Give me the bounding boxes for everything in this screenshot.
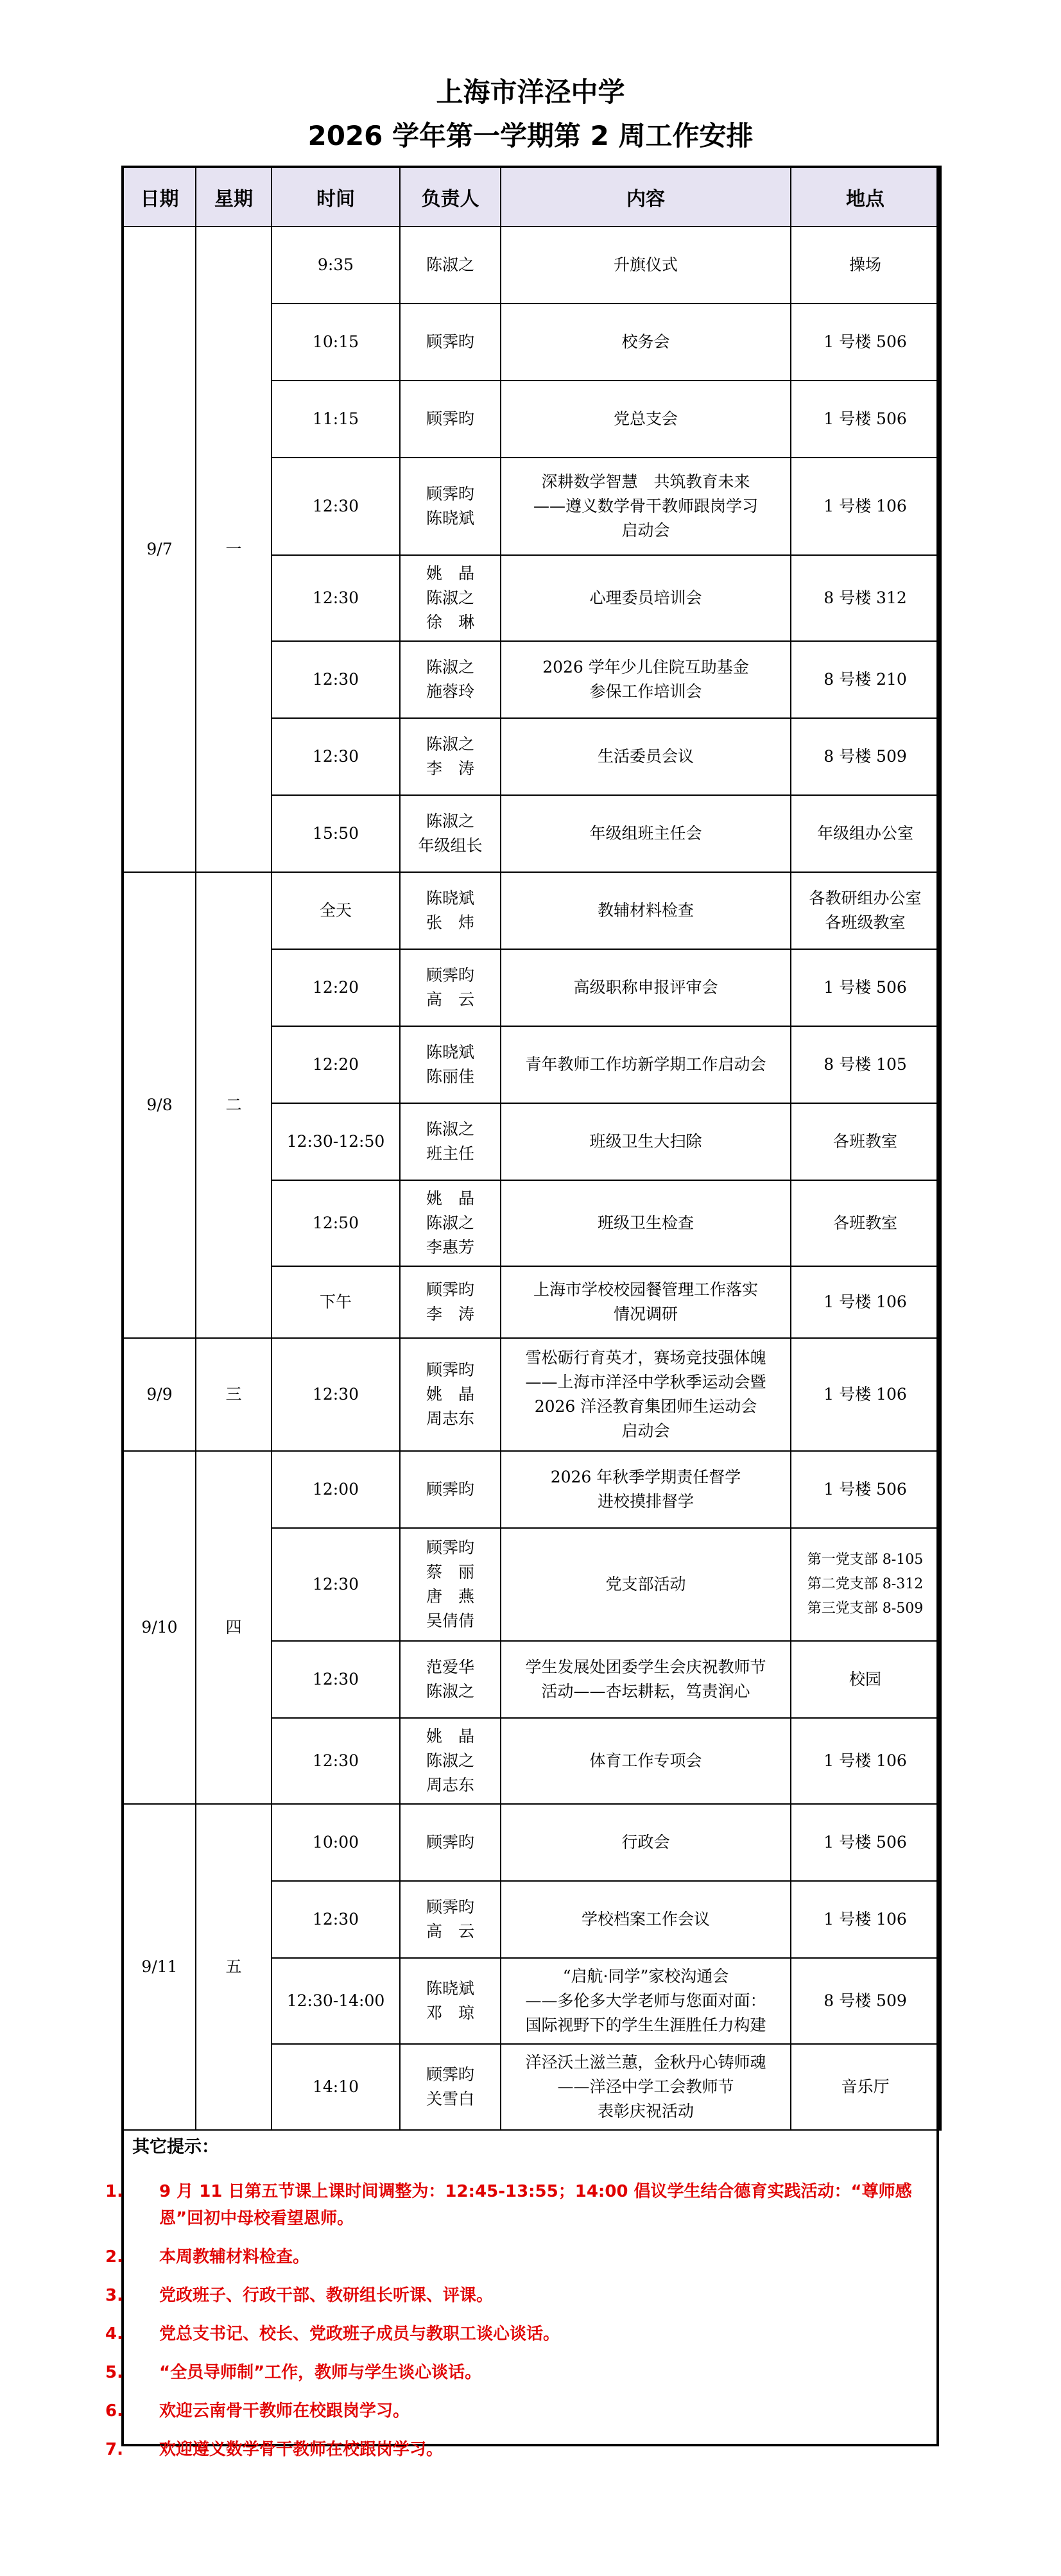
owner-cell-line: 顾霁昀 xyxy=(426,332,474,351)
weekday-cell: 三 xyxy=(196,1338,272,1451)
owner-cell-line: 李 涛 xyxy=(426,1305,474,1323)
place-cell-line: 1 号楼 506 xyxy=(824,409,907,428)
content-cell-line: 进校摸排督学 xyxy=(597,1492,694,1511)
owner-cell-line: 顾霁昀 xyxy=(426,1898,474,1916)
owner-cell-line: 范爱华 xyxy=(426,1658,474,1676)
time-cell: 下午 xyxy=(272,1266,400,1338)
note-text: 欢迎云南骨干教师在校跟岗学习。 xyxy=(159,2401,410,2421)
owner-cell-line: 周志东 xyxy=(426,1776,474,1794)
place-cell-line: 操场 xyxy=(849,255,881,274)
note-number: 2. xyxy=(105,2247,123,2267)
owner-cell-line: 周志东 xyxy=(426,1409,474,1428)
schedule-title: 2026 学年第一学期第 2 周工作安排 xyxy=(307,120,754,151)
time-cell: 12:30 xyxy=(272,458,400,555)
time-cell: 12:30 xyxy=(272,1338,400,1451)
owner-cell-line: 年级组长 xyxy=(418,836,483,855)
time-cell: 14:10 xyxy=(272,2044,400,2130)
date-cell: 9/11 xyxy=(123,1804,196,2130)
time-cell: 11:15 xyxy=(272,381,400,458)
content-cell-line: 心理委员培训会 xyxy=(589,588,702,607)
owner-cell-line: 姚 晶 xyxy=(426,1727,474,1746)
content-cell-line: 生活委员会议 xyxy=(597,747,694,766)
content-cell-line: 上海市学校校园餐管理工作落实 xyxy=(533,1280,758,1299)
place-cell-line: 1 号楼 106 xyxy=(824,497,907,515)
time-cell: 12:30 xyxy=(272,1881,400,1958)
place-cell-line: 8 号楼 509 xyxy=(824,747,907,766)
owner-cell-line: 陈晓斌 xyxy=(426,889,474,907)
school-title: 上海市洋泾中学 xyxy=(436,76,625,108)
time-cell: 9:35 xyxy=(272,227,400,304)
time-cell: 12:30-14:00 xyxy=(272,1958,400,2044)
place-cell-line: 1 号楼 106 xyxy=(824,1292,907,1311)
header-content: 内容 xyxy=(501,167,791,227)
time-cell: 12:50 xyxy=(272,1180,400,1266)
time-cell: 全天 xyxy=(272,872,400,949)
owner-cell-line: 高 云 xyxy=(426,1922,474,1941)
note-number: 7. xyxy=(105,2440,123,2459)
owner-cell-line: 吴倩倩 xyxy=(426,1611,474,1630)
note-text: 9 月 11 日第五节课上课时间调整为：12:45-13:55；14:00 倡议学生结合德育实践活动：“尊师感恩”回初中母校看望恩师。 xyxy=(159,2182,912,2228)
content-cell-line: 教辅材料检查 xyxy=(597,901,694,920)
content-cell-line: ——上海市洋泾中学秋季运动会暨 xyxy=(525,1373,766,1391)
date-cell: 9/7 xyxy=(123,227,196,872)
content-cell-line: “启航·同学”家校沟通会 xyxy=(562,1967,729,1986)
note-text: 党总支书记、校长、党政班子成员与教职工谈心谈话。 xyxy=(159,2324,560,2344)
content-cell-line: 洋泾沃土滋兰蕙，金秋丹心铸师魂 xyxy=(525,2053,766,2072)
time-cell: 12:20 xyxy=(272,949,400,1026)
note-item xyxy=(105,2398,928,2425)
note-text: “全员导师制”工作，教师与学生谈心谈话。 xyxy=(159,2363,482,2382)
owner-cell-line: 高 云 xyxy=(426,990,474,1009)
content-cell-line: ——多伦多大学老师与您面对面： xyxy=(525,1991,766,2010)
owner-cell-line: 姚 晶 xyxy=(426,1189,474,1208)
time-cell: 12:30 xyxy=(272,1641,400,1718)
outer-frame xyxy=(105,166,939,2446)
time-cell: 10:15 xyxy=(272,304,400,381)
owner-cell-line: 邓 琼 xyxy=(426,2004,474,2022)
notes-list xyxy=(105,2178,928,2463)
content-cell-line: 班级卫生检查 xyxy=(597,1214,694,1232)
content-cell-line: 2026 年秋季学期责任督学 xyxy=(550,1468,741,1486)
owner-cell-line: 陈淑之 xyxy=(426,1214,474,1232)
owner-cell-line: 李 涛 xyxy=(426,759,474,778)
owner-cell-line: 陈晓斌 xyxy=(426,1979,474,1998)
owner-cell-line: 陈晓斌 xyxy=(426,509,474,528)
content-cell-line: 国际视野下的学生生涯胜任力构建 xyxy=(525,2016,766,2034)
owner-cell-line: 陈淑之 xyxy=(426,255,474,274)
weekday-cell: 一 xyxy=(196,227,272,872)
owner-cell-line: 姚 晶 xyxy=(426,1385,474,1404)
time-cell: 12:30 xyxy=(272,555,400,641)
content-cell-line: 表彰庆祝活动 xyxy=(597,2102,694,2120)
owner-cell-line: 陈淑之 xyxy=(426,1120,474,1138)
content-cell-line: 2026 洋泾教育集团师生运动会 xyxy=(534,1397,757,1416)
notes-section xyxy=(105,2128,928,2463)
place-cell-line: 校园 xyxy=(849,1670,881,1688)
owner-cell-line: 关雪白 xyxy=(426,2090,474,2108)
note-item xyxy=(105,2244,928,2271)
place-cell-line: 1 号楼 506 xyxy=(824,978,907,997)
place-cell-line: 1 号楼 506 xyxy=(824,332,907,351)
place-cell-line: 各班级教室 xyxy=(825,913,906,932)
owner-cell-line: 陈淑之 xyxy=(426,735,474,753)
place-cell-line: 1 号楼 106 xyxy=(824,1385,907,1404)
owner-cell-line: 蔡 丽 xyxy=(426,1563,474,1581)
content-cell-line: 情况调研 xyxy=(613,1305,678,1323)
place-cell-line: 8 号楼 210 xyxy=(824,670,907,689)
owner-cell-line: 顾霁昀 xyxy=(426,1361,474,1379)
note-text: 本周教辅材料检查。 xyxy=(159,2247,310,2267)
note-number: 5. xyxy=(105,2363,123,2382)
note-item xyxy=(105,2282,928,2309)
time-cell: 12:30 xyxy=(272,641,400,718)
time-cell: 12:30 xyxy=(272,1718,400,1804)
content-cell-line: 行政会 xyxy=(621,1833,670,1851)
content-cell-line: 深耕数学智慧 共筑教育未来 xyxy=(541,472,750,491)
content-cell-line: 活动——杏坛耕耘，笃责润心 xyxy=(541,1682,750,1701)
owner-cell-line: 陈淑之 xyxy=(426,812,474,830)
note-number: 1. xyxy=(105,2182,123,2201)
owner-cell-line: 顾霁昀 xyxy=(426,1480,474,1498)
note-number: 4. xyxy=(105,2324,123,2344)
content-cell-line: 雪松砺行育英才，赛场竞技强体魄 xyxy=(525,1348,766,1367)
owner-cell-line: 顾霁昀 xyxy=(426,2065,474,2084)
owner-cell-line: 李惠芳 xyxy=(426,1238,474,1257)
content-cell-line: ——遵义数学骨干教师跟岗学习 xyxy=(533,497,758,515)
content-cell-line: 校务会 xyxy=(621,332,670,351)
place-cell-line: 1 号楼 506 xyxy=(824,1480,907,1498)
owner-cell-line: 陈晓斌 xyxy=(426,1043,474,1061)
content-cell-line: 学生发展处团委学生会庆祝教师节 xyxy=(525,1658,766,1676)
owner-cell-line: 唐 燕 xyxy=(426,1587,474,1606)
header-date: 日期 xyxy=(123,167,196,227)
content-cell-line: 启动会 xyxy=(621,521,670,540)
owner-cell-line: 陈淑之 xyxy=(426,588,474,607)
content-cell-line: 参保工作培训会 xyxy=(589,682,702,701)
content-cell-line: 启动会 xyxy=(621,1421,670,1440)
owner-cell-line: 班主任 xyxy=(426,1144,474,1163)
date-cell: 9/8 xyxy=(123,872,196,1338)
weekday-cell: 二 xyxy=(196,872,272,1338)
content-cell-line: 班级卫生大扫除 xyxy=(589,1132,702,1151)
place-cell-line: 8 号楼 105 xyxy=(824,1055,907,1074)
note-item xyxy=(105,2359,928,2386)
note-number: 3. xyxy=(105,2286,123,2305)
content-cell-line: ——洋泾中学工会教师节 xyxy=(557,2077,734,2096)
time-cell: 10:00 xyxy=(272,1804,400,1881)
owner-cell-line: 施蓉玲 xyxy=(426,682,474,701)
note-item xyxy=(105,2321,928,2348)
content-cell-line: 党总支会 xyxy=(613,409,678,428)
place-cell-line: 年级组办公室 xyxy=(816,824,913,843)
owner-cell-line: 顾霁昀 xyxy=(426,485,474,503)
content-cell-line: 2026 学年少儿住院互助基金 xyxy=(542,658,749,676)
place-cell-line: 各班教室 xyxy=(832,1214,897,1232)
weekday-cell: 四 xyxy=(196,1451,272,1804)
content-cell-line: 青年教师工作坊新学期工作启动会 xyxy=(525,1055,766,1074)
time-cell: 12:30-12:50 xyxy=(272,1103,400,1180)
place-cell-line: 各班教室 xyxy=(832,1132,897,1151)
place-cell-line: 第二党支部 8-312 xyxy=(807,1576,924,1592)
header-place: 地点 xyxy=(791,167,940,227)
time-cell: 15:50 xyxy=(272,795,400,872)
time-cell: 12:00 xyxy=(272,1451,400,1528)
content-cell-line: 高级职称申报评审会 xyxy=(573,978,718,997)
note-text: 欢迎遵义数学骨干教师在校跟岗学习。 xyxy=(159,2440,444,2459)
content-cell-line: 党支部活动 xyxy=(605,1575,686,1593)
time-cell: 12:30 xyxy=(272,1528,400,1641)
place-cell-line: 音乐厅 xyxy=(841,2077,890,2096)
note-text: 党政班子、行政干部、教研组长听课、评课。 xyxy=(159,2286,494,2305)
owner-cell-line: 顾霁昀 xyxy=(426,409,474,428)
date-cell: 9/9 xyxy=(123,1338,196,1451)
place-cell-line: 第一党支部 8-105 xyxy=(807,1552,924,1568)
content-cell-line: 体育工作专项会 xyxy=(589,1751,702,1770)
owner-cell-line: 陈淑之 xyxy=(426,1682,474,1701)
owner-cell-line: 顾霁昀 xyxy=(426,966,474,984)
place-cell-line: 1 号楼 106 xyxy=(824,1910,907,1928)
owner-cell-line: 顾霁昀 xyxy=(426,1538,474,1557)
place-cell-line: 第三党支部 8-509 xyxy=(807,1601,924,1617)
place-cell-line: 8 号楼 509 xyxy=(824,1991,907,2010)
place-cell-line: 8 号楼 312 xyxy=(824,588,907,607)
owner-cell-line: 张 炜 xyxy=(426,913,474,932)
time-cell: 12:20 xyxy=(272,1026,400,1103)
owner-cell-line: 陈淑之 xyxy=(426,658,474,676)
owner-cell-line: 顾霁昀 xyxy=(426,1833,474,1851)
place-cell-line: 1 号楼 106 xyxy=(824,1751,907,1770)
place-cell-line: 各教研组办公室 xyxy=(809,889,922,907)
owner-cell-line: 姚 晶 xyxy=(426,564,474,583)
note-item xyxy=(105,2436,928,2463)
header-weekday: 星期 xyxy=(196,167,272,227)
time-cell: 12:30 xyxy=(272,718,400,795)
owner-cell-line: 顾霁昀 xyxy=(426,1280,474,1299)
note-item xyxy=(105,2178,928,2232)
owner-cell-line: 陈淑之 xyxy=(426,1751,474,1770)
owner-cell-line: 徐 琳 xyxy=(426,613,474,631)
note-number: 6. xyxy=(105,2401,123,2421)
content-cell-line: 年级组班主任会 xyxy=(589,824,702,843)
header-time: 时间 xyxy=(272,167,400,227)
notes-title: 其它提示： xyxy=(132,2137,219,2157)
content-cell-line: 升旗仪式 xyxy=(613,255,678,274)
content-cell-line: 学校档案工作会议 xyxy=(581,1910,710,1928)
weekday-cell: 五 xyxy=(196,1804,272,2130)
title-block xyxy=(0,71,1061,158)
place-cell-line: 1 号楼 506 xyxy=(824,1833,907,1851)
owner-cell-line: 陈丽佳 xyxy=(426,1067,474,1086)
header-owner: 负责人 xyxy=(400,167,501,227)
date-cell: 9/10 xyxy=(123,1451,196,1804)
